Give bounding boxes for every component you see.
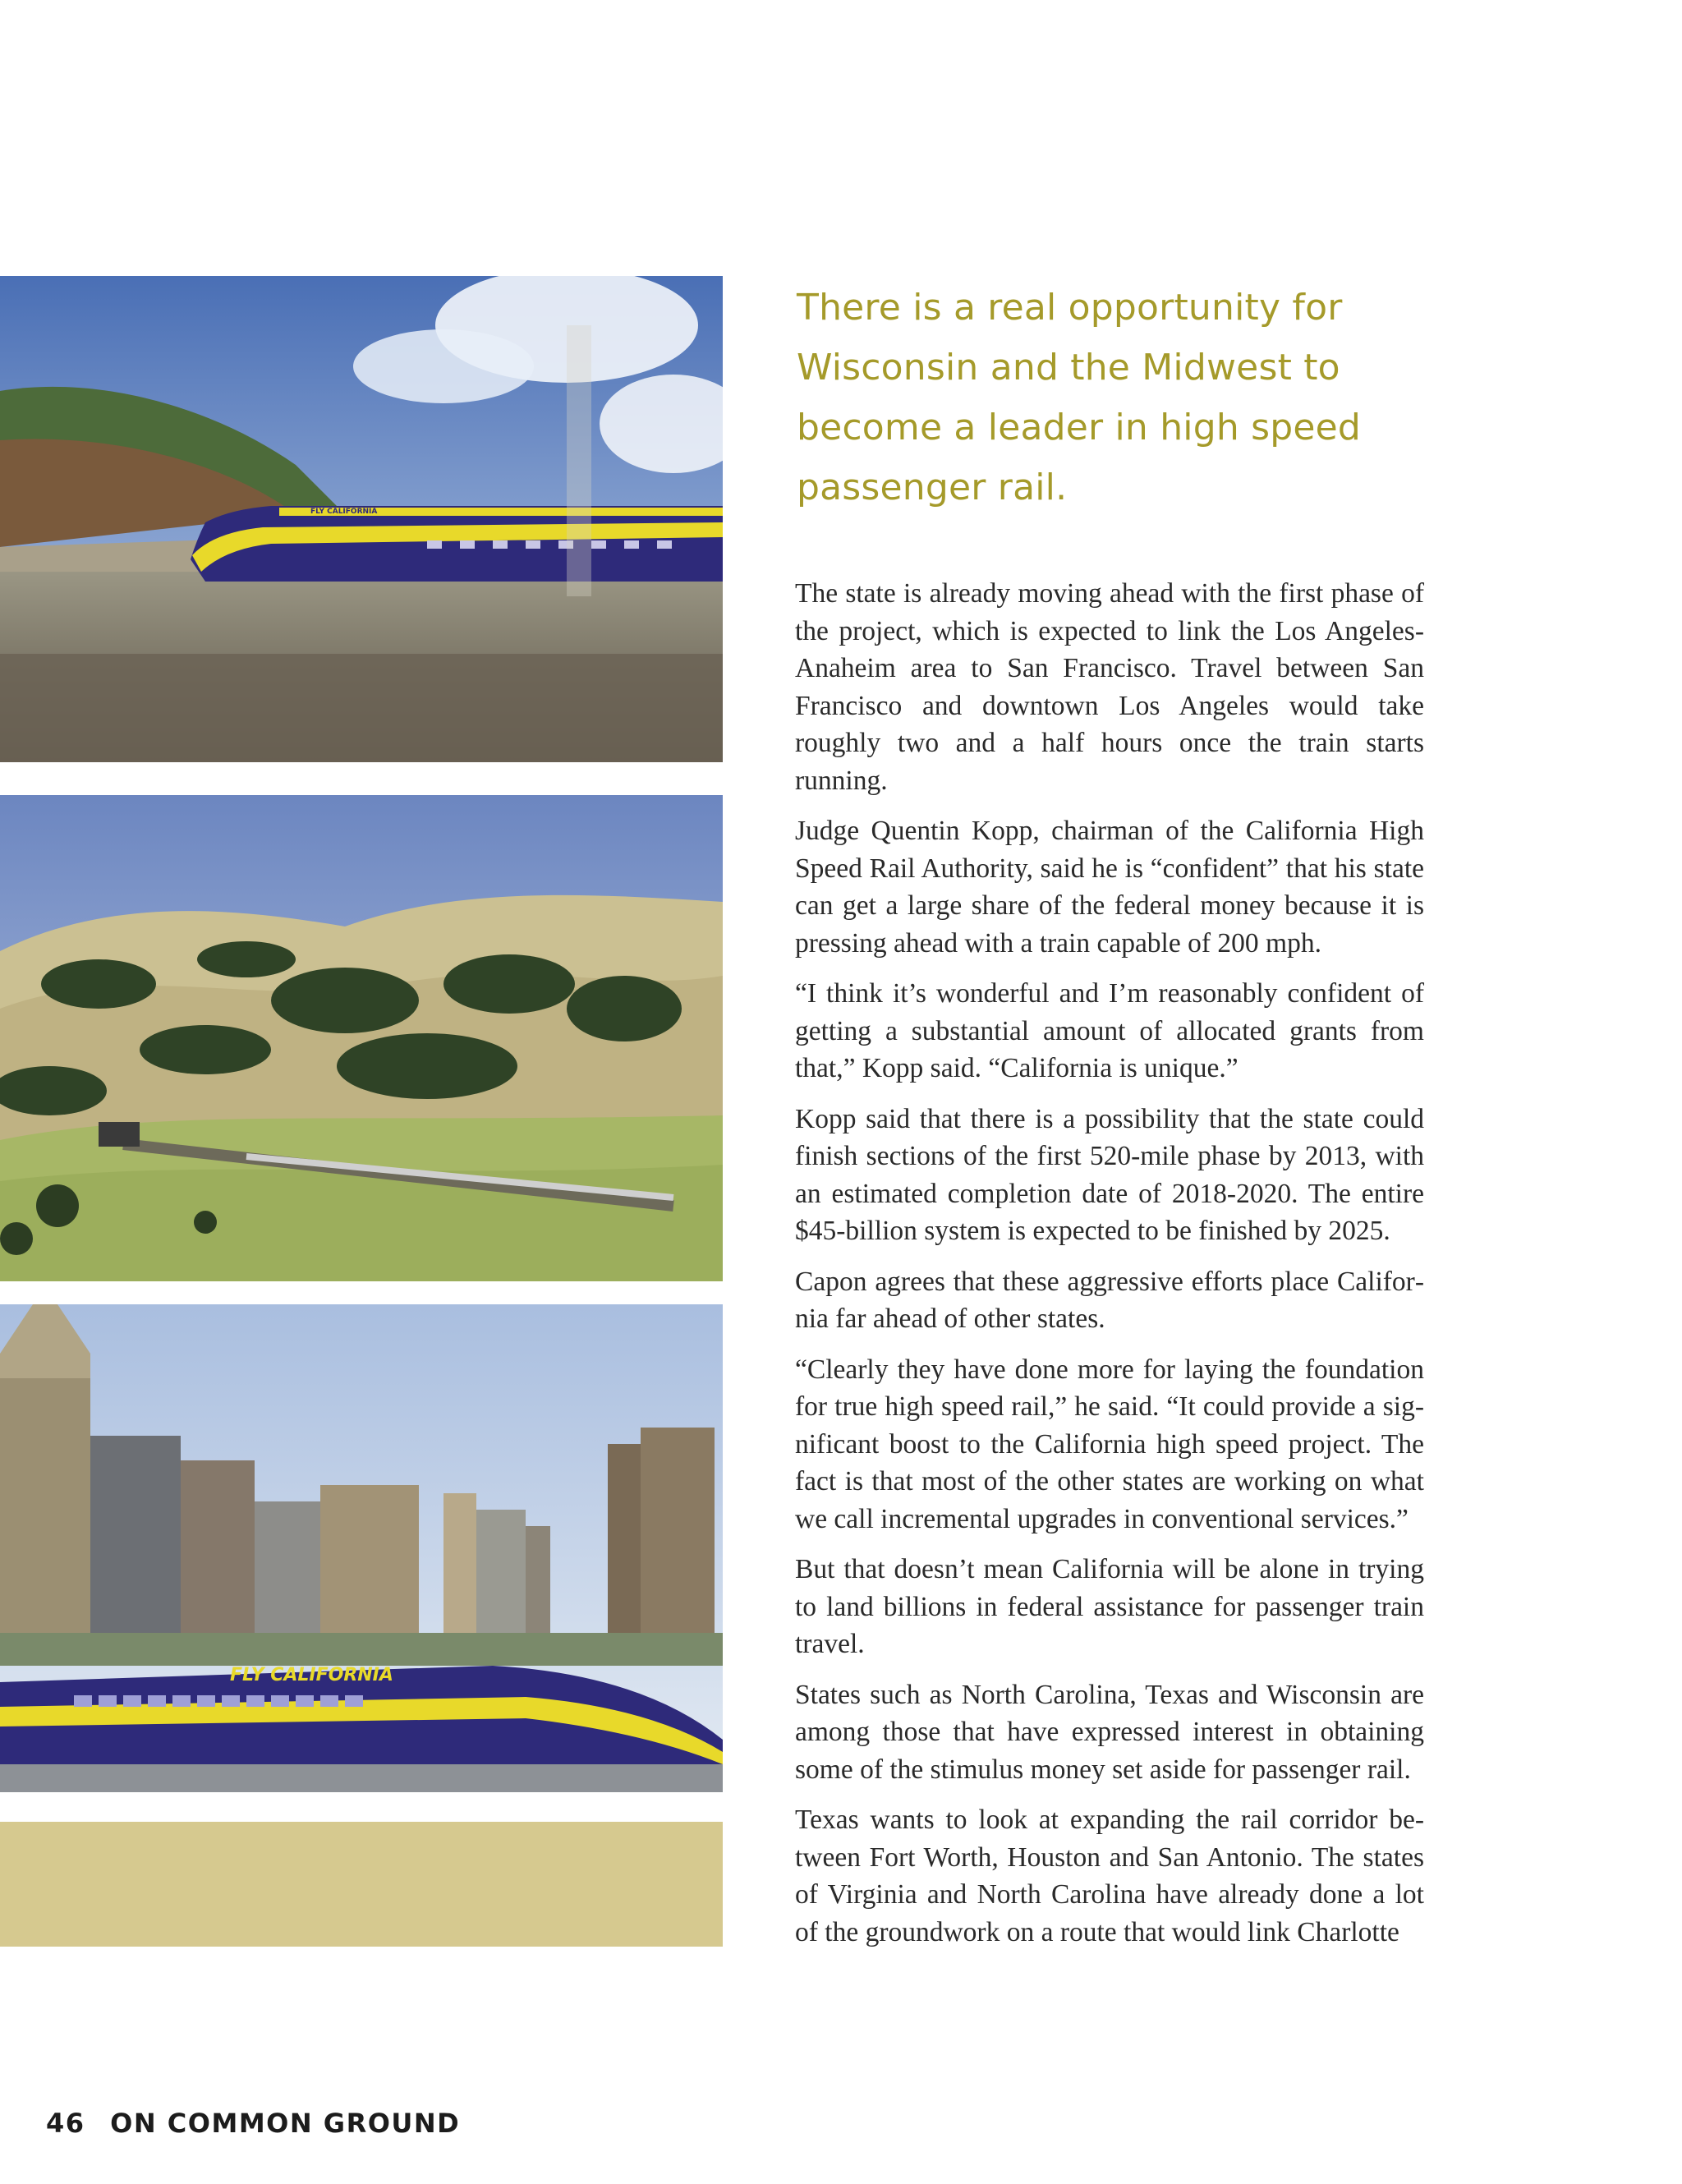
article-paragraph: “Clearly they have done more for laying the foundation for true high speed rail,” he said. “It could provide a significant boost to the California high speed project. The fact is that most of the other states are working on what we call incremental upgrades in conventional services.” (795, 1354, 1424, 1534)
page-number: 46 (46, 2108, 85, 2139)
train-logo-text: FLY CALIFORNIA (230, 1665, 393, 1685)
article-paragraph: But that doesn’t mean California will be alone in trying to land billions in federal assistance for passenger train travel. (795, 1554, 1424, 1659)
publication-title: ON COMMON GROUND (110, 2108, 461, 2139)
train-city-skyline-photo (0, 1304, 723, 1792)
article-paragraph: Kopp said that there is a possibility that the state could finish sections of the first 520-mile phase by 2013, with an estimated completion date of 2018-2020. The entire $45-billion system is expected to be finished by 2025. (795, 1103, 1424, 1246)
article-paragraph: The state is already moving ahead with the first phase of the project, which is expected to link the Los Angeles-Anaheim area to San Francisco. Travel between San Francisco and downtown Los Angeles would take roughly two and a half hours once the train starts running. (795, 578, 1424, 796)
train-hillside-photo (0, 276, 723, 762)
decorative-color-block (0, 1822, 723, 1947)
article-paragraph: States such as North Carolina, Texas and Wisconsin are among those that have expressed interest in obtaining some of the stimulus money set aside for passenger rail. (795, 1679, 1424, 1785)
train-hills-landscape-photo (0, 795, 723, 1281)
article-paragraph: Judge Quentin Kopp, chairman of the California High Speed Rail Authority, said he is “confident” that his state can get a large share of the federal money because it is pressing ahead with a train capable of 200 mph. (795, 816, 1424, 959)
article-paragraph: Texas wants to look at expanding the rail corridor between Fort Worth, Houston and San Antonio. The states of Virginia and North Carolina have already done a lot of the groundwork on a route that would link Charlotte (795, 1805, 1424, 1947)
page-footer (46, 2108, 460, 2139)
pull-quote: There is a real opportunity for Wisconsin and the Midwest to become a leader in high speed passenger rail. (797, 287, 1362, 508)
article-paragraph: “I think it’s wonderful and I’m reasonably confident of getting a substantial amount of allocated grants from that,” Kopp said. “California is unique.” (795, 978, 1424, 1083)
train-logo-text: FLY CALIFORNIA (310, 508, 378, 516)
article-paragraph: Capon agrees that these aggressive efforts place California far ahead of other states. (795, 1266, 1424, 1334)
article-body (795, 575, 1424, 1964)
